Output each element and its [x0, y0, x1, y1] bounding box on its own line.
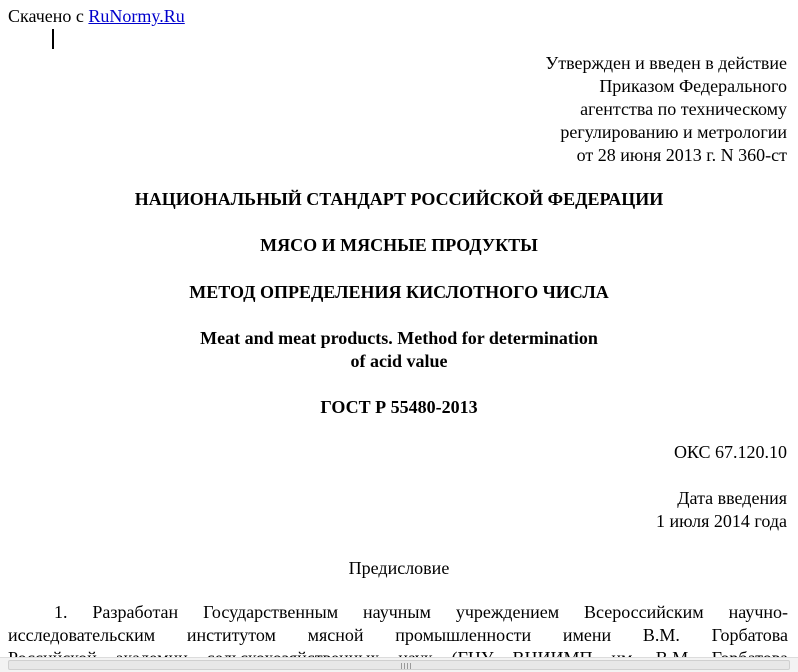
source-line: [8, 5, 185, 27]
preface-line-text: 1. Разработан Государственным научным учреждением Всероссийским научно-: [54, 602, 788, 622]
approval-line: агентства по техническому: [580, 99, 787, 119]
preface-line: [8, 601, 788, 624]
title-ru-line-1: МЯСО И МЯСНЫЕ ПРОДУКТЫ: [260, 235, 538, 255]
preface-line: [8, 624, 788, 647]
approval-line: от 28 июня 2013 г. N 360-ст: [576, 145, 787, 165]
grip-icon: [401, 663, 411, 669]
scrollbar-thumb[interactable]: [8, 660, 790, 670]
title-ru-line-2: МЕТОД ОПРЕДЕЛЕНИЯ КИСЛОТНОГО ЧИСЛА: [189, 282, 609, 302]
source-prefix: Скачено с: [8, 6, 84, 26]
approval-line: Утвержден и введен в действие: [545, 53, 787, 73]
effective-date-label: Дата введения: [677, 488, 787, 508]
title-en-line-2: of acid value: [350, 351, 448, 371]
oks-code: ОКС 67.120.10: [673, 442, 787, 462]
standard-designation: ГОСТ Р 55480-2013: [320, 397, 478, 417]
title-en-line-1: Meat and meat products. Method for determination: [200, 328, 598, 348]
approval-line: регулированию и метрологии: [560, 122, 787, 142]
effective-date-block: [656, 487, 787, 533]
approval-block: [545, 52, 787, 167]
approval-line: Приказом Федерального: [599, 76, 787, 96]
preface-heading: Предисловие: [348, 558, 450, 578]
preface-line-text: исследовательским институтом мясной промышленности имени В.М. Горбатова: [8, 625, 788, 645]
standard-type-heading: НАЦИОНАЛЬНЫЙ СТАНДАРТ РОССИЙСКОЙ ФЕДЕРАЦИИ: [134, 189, 664, 209]
text-cursor: [52, 29, 54, 49]
horizontal-scrollbar[interactable]: [0, 657, 798, 672]
effective-date-value: 1 июля 2014 года: [656, 511, 787, 531]
source-link[interactable]: RuNormy.Ru: [88, 6, 185, 26]
